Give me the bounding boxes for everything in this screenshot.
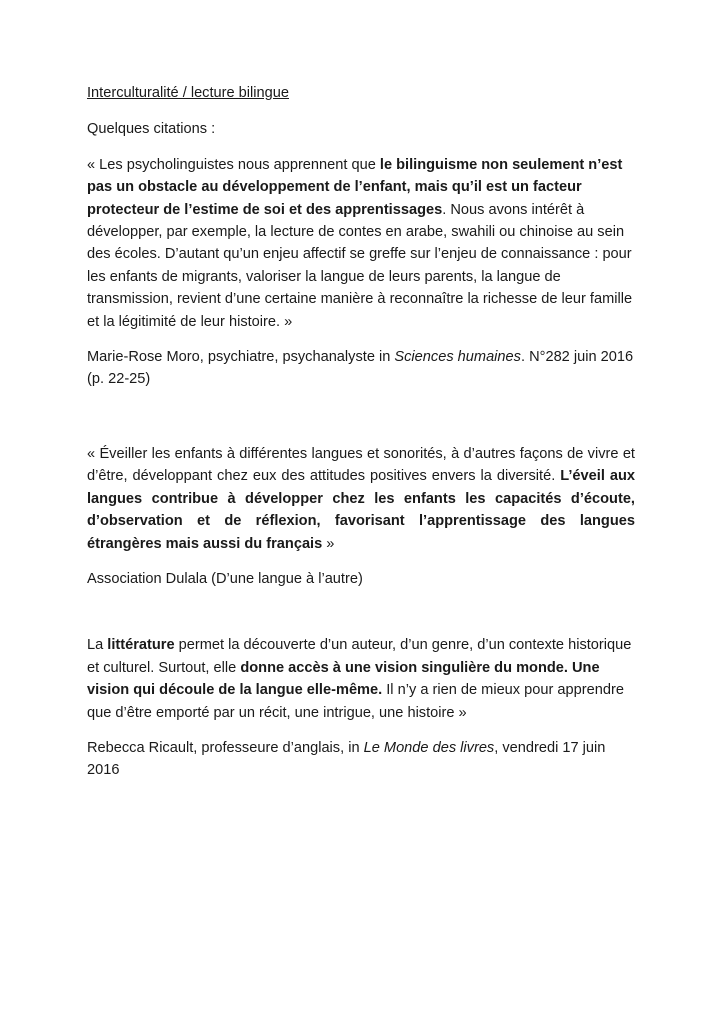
attribution-ricault-source: Le Monde des livres (363, 739, 495, 756)
spacer (87, 590, 635, 634)
attribution-moro-source: Sciences humaines (394, 349, 521, 366)
quote-ricault (87, 634, 635, 724)
quote-moro-text-1: « Les psycholinguistes nous apprennent que (87, 156, 380, 173)
quote-moro-text-2: . Nous avons intérêt à développer, par exemple, la lecture de contes en arabe, swahili ou chinoise au sein des écoles. D’autant qu’un enjeu affectif se greffe sur l’enjeu de connaissance : pour les enfants de migrants, valoriser la langue de leurs parents, la langue de transmission, revient d’une certaine manière à reconnaître la richesse de leur famille et la légitimité de leur histoire. » (87, 201, 633, 330)
attribution-ricault-author: Rebecca Ricault, professeure d’anglais, in (87, 739, 364, 756)
page-title (87, 82, 635, 104)
attribution-moro (87, 346, 635, 391)
quote-ricault-text-1: La (87, 637, 108, 654)
quote-ricault-bold-2: donne accès à une vision singulière du monde. Une vision qui découle de la langue elle-même. (87, 659, 600, 699)
attribution-moro-details: . N°282 juin 2016 (p. 22-25) (87, 349, 634, 388)
quote-moro-bold: le bilinguisme non seulement n’est pas un obstacle au développement de l’enfant, mais qu’il est un facteur protecteur de l’estime de soi et des apprentissages (87, 156, 623, 218)
quote-ricault-text-3: Il n’y a rien de mieux pour apprendre que d’être emporté par un récit, une intrigue, une histoire » (87, 682, 624, 721)
title-text: Interculturalité / lecture bilingue (87, 85, 289, 101)
document-page (87, 82, 635, 782)
attribution-ricault (87, 737, 635, 782)
quote-dulala-bold: L’éveil aux langues contribue à développer chez les enfants les capacités d’écoute, d’observation et de réflexion, favorisant l’apprentissage des langues étrangères mais aussi du français (87, 468, 635, 552)
quote-dulala-text-1: « Éveiller les enfants à différentes langues et sonorités, à d’autres façons de vivre et d’être, développant chez eux des attitudes positives envers la diversité. (87, 445, 635, 485)
quote-dulala-text-2: » (322, 535, 335, 552)
intro-line: Quelques citations : (87, 121, 216, 138)
quote-dulala (87, 443, 635, 555)
attribution-dulala: Association Dulala (D’une langue à l’autre) (87, 570, 363, 587)
spacer (87, 391, 635, 443)
attribution-ricault-details: , vendredi 17 juin 2016 (87, 739, 606, 779)
quote-ricault-bold-1: littérature (107, 637, 175, 654)
attribution-moro-author: Marie-Rose Moro, psychiatre, psychanalyste in (87, 349, 395, 366)
quote-moro (87, 154, 635, 333)
quote-ricault-text-2: permet la découverte d’un auteur, d’un genre, d’un contexte historique et culturel. Surtout, elle (87, 637, 632, 676)
